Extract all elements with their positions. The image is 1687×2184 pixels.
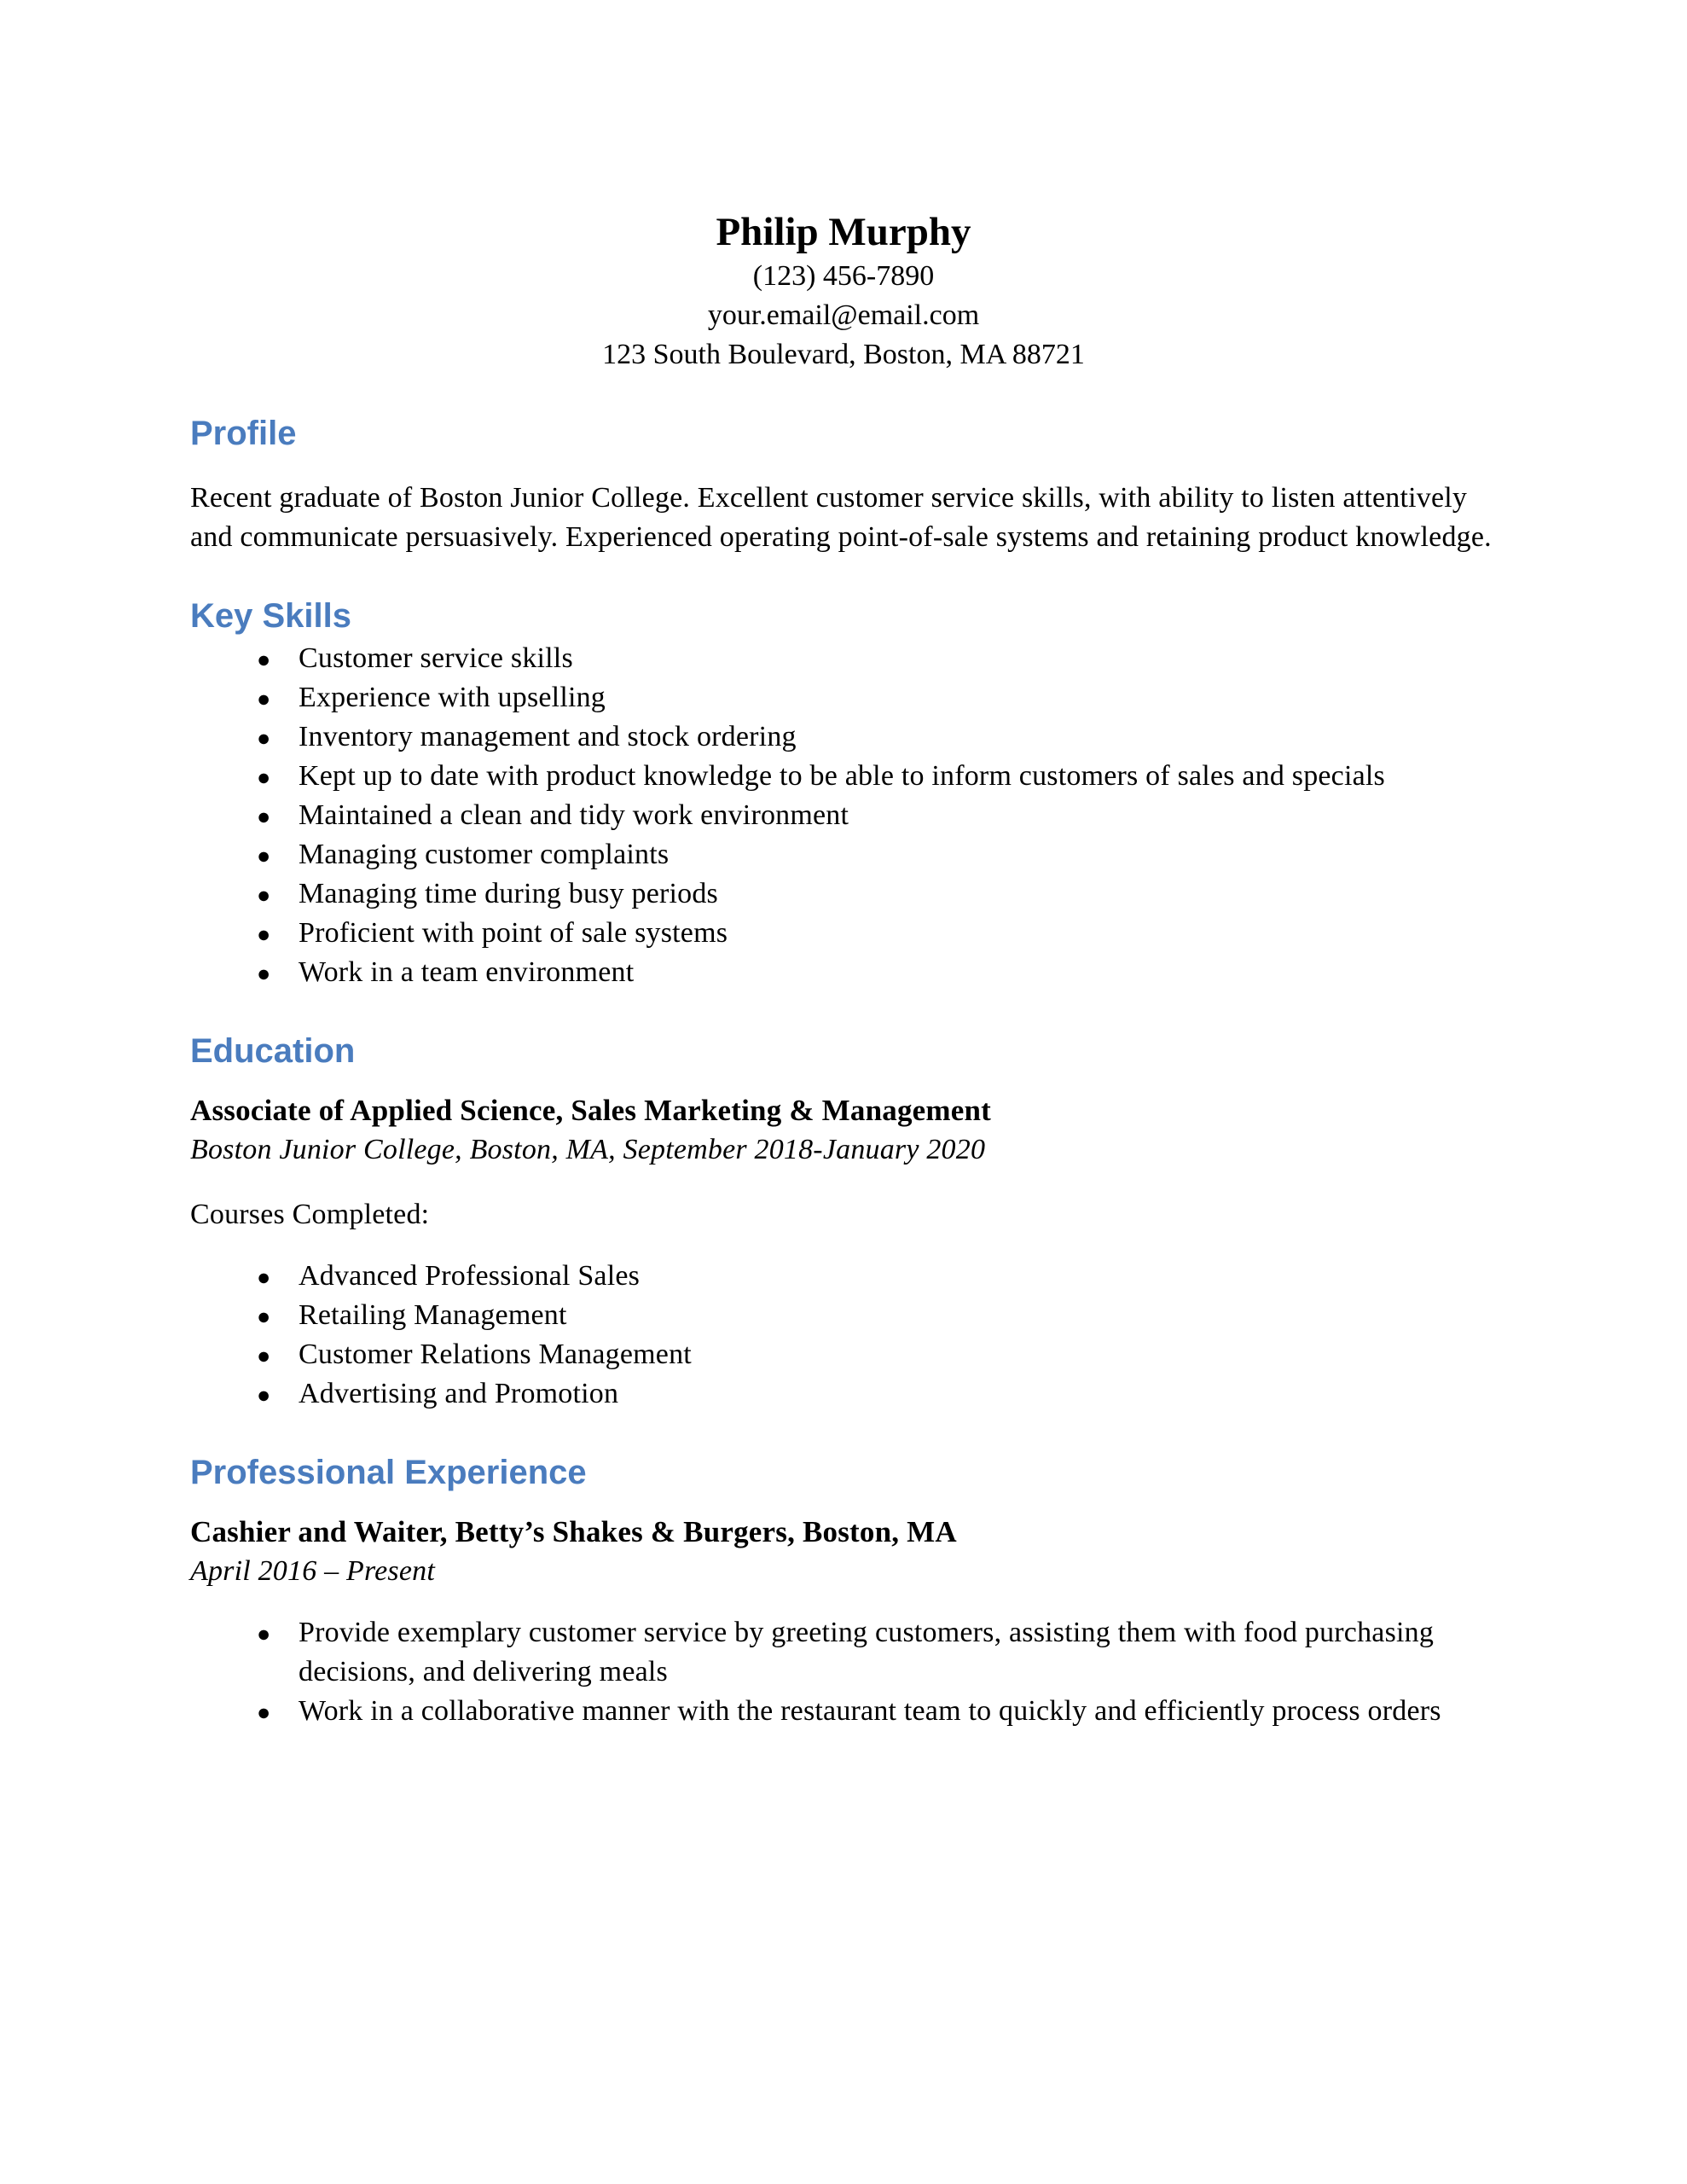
job-title: Cashier and Waiter, Betty’s Shakes & Burgers, Boston, MA — [190, 1515, 957, 1548]
list-item: ● Work in a collaborative manner with the restaurant team to quickly and efficiently process orders — [190, 1692, 1497, 1731]
job-dates: April 2016 – Present — [190, 1555, 435, 1587]
list-item: ● Customer Relations Management — [190, 1335, 1497, 1374]
experience-heading: Professional Experience — [190, 1454, 587, 1491]
section-professional-experience — [190, 1453, 1497, 1731]
key-skills-heading: Key Skills — [190, 597, 352, 635]
list-item: ● Provide exemplary customer service by greeting customers, assisting them with food purchasing decisions, and delivering meals — [190, 1613, 1497, 1692]
list-item: ● Maintained a clean and tidy work environment — [190, 796, 1497, 835]
profile-summary: Recent graduate of Boston Junior College. Excellent customer service skills, with ability to listen attentively and communicate persuasively. Experienced operating point-of-sale systems and retaining product knowledge. — [190, 482, 1492, 553]
courses-list — [190, 1257, 1497, 1414]
section-key-skills — [190, 596, 1497, 992]
resume-header — [190, 207, 1497, 375]
education-heading: Education — [190, 1032, 356, 1070]
list-item: ● Experience with upselling — [190, 678, 1497, 717]
courses-completed-label: Courses Completed: — [190, 1199, 430, 1230]
list-item: ● Customer service skills — [190, 639, 1497, 678]
list-item: ● Advertising and Promotion — [190, 1374, 1497, 1414]
email-address: your.email@email.com — [707, 299, 980, 331]
list-item: ● Proficient with point of sale systems — [190, 914, 1497, 953]
section-education — [190, 1031, 1497, 1414]
phone-number: (123) 456-7890 — [752, 260, 935, 292]
school-line: Boston Junior College, Boston, MA, September 2018-January 2020 — [190, 1134, 986, 1165]
person-name: Philip Murphy — [716, 210, 971, 254]
list-item: ● Managing customer complaints — [190, 835, 1497, 874]
list-item: ● Advanced Professional Sales — [190, 1257, 1497, 1296]
postal-address: 123 South Boulevard, Boston, MA 88721 — [602, 339, 1085, 370]
list-item: ● Managing time during busy periods — [190, 874, 1497, 914]
profile-heading: Profile — [190, 415, 297, 452]
degree-title: Associate of Applied Science, Sales Marketing & Management — [190, 1094, 991, 1127]
experience-duties-list — [190, 1613, 1497, 1731]
list-item: ● Kept up to date with product knowledge to be able to inform customers of sales and specials — [190, 757, 1497, 796]
list-item: ● Work in a team environment — [190, 953, 1497, 992]
key-skills-list — [190, 639, 1497, 992]
section-profile — [190, 414, 1497, 557]
list-item: ● Inventory management and stock ordering — [190, 717, 1497, 757]
list-item: ● Retailing Management — [190, 1296, 1497, 1335]
